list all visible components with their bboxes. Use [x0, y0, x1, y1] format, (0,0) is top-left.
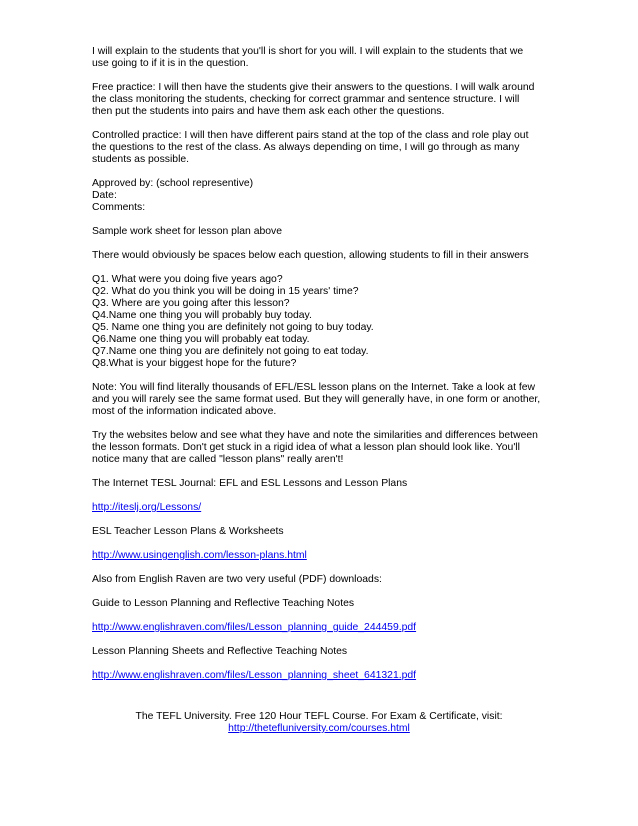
text-line: the questions to the rest of the class. As always depending on time, I will go through as many — [92, 142, 520, 153]
paragraph-worksheet-heading — [92, 226, 546, 238]
text-line: Approved by: (school representive) — [92, 178, 254, 189]
text-line: use going to if it is in the question. — [92, 58, 249, 69]
download-link — [92, 670, 546, 682]
text-line: Sample work sheet for lesson plan above — [92, 226, 283, 237]
download-link-planning-sheet[interactable]: http://www.englishraven.com/files/Lesson_planning_sheet_641321.pdf — [92, 670, 417, 681]
text-line: most of the information indicated above. — [92, 406, 277, 417]
text-line: There would obviously be spaces below each question, allowing students to fill in their answers — [92, 250, 529, 261]
footer-link[interactable]: http://thetefluniversity.com/courses.html — [228, 723, 410, 734]
question-item: Q5. Name one thing you are definitely not going to buy today. — [92, 322, 374, 333]
download-link-planning-guide[interactable]: http://www.englishraven.com/files/Lesson_planning_guide_244459.pdf — [92, 622, 417, 633]
resource-link-iteslj[interactable]: http://iteslj.org/Lessons/ — [92, 502, 202, 513]
downloads-intro: Also from English Raven are two very useful (PDF) downloads: — [92, 574, 382, 585]
text-line: then put the students into pairs and have them ask each other the questions. — [92, 106, 445, 117]
text-line: Comments: — [92, 202, 146, 213]
text-line: Controlled practice: I will then have different pairs stand at the top of the class and role play out — [92, 130, 529, 141]
page-footer — [92, 711, 546, 735]
text-line: Free practice: I will then have the students give their answers to the questions. I will walk around — [92, 82, 535, 93]
question-item: Q2. What do you think you will be doing in 15 years' time? — [92, 286, 359, 297]
download-title: Lesson Planning Sheets and Reflective Teaching Notes — [92, 646, 348, 657]
resource-link-usingenglish[interactable]: http://www.usingenglish.com/lesson-plans.html — [92, 550, 307, 561]
resource-title: The Internet TESL Journal: EFL and ESL Lessons and Lesson Plans — [92, 478, 408, 489]
footer-text: The TEFL University. Free 120 Hour TEFL Course. For Exam & Certificate, visit: — [135, 711, 503, 722]
question-list — [92, 274, 546, 370]
paragraph-free-practice — [92, 82, 546, 118]
resource-title: ESL Teacher Lesson Plans & Worksheets — [92, 526, 284, 537]
text-line: the class monitoring the students, checking for correct grammar and sentence structure. I will — [92, 94, 520, 105]
paragraph-note — [92, 382, 546, 418]
text-line: Try the websites below and see what they have and note the similarities and differences between — [92, 430, 538, 441]
text-line: I will explain to the students that you'll is short for you will. I will explain to the students that we — [92, 46, 524, 57]
text-line: and you will rarely see the same format used. But they will generally have, in one form or another, — [92, 394, 541, 405]
download-title: Guide to Lesson Planning and Reflective Teaching Notes — [92, 598, 355, 609]
question-item: Q4.Name one thing you will probably buy today. — [92, 310, 312, 321]
document-body — [92, 46, 546, 694]
question-item: Q7.Name one thing you are definitely not going to eat today. — [92, 346, 369, 357]
paragraph-try-websites — [92, 430, 546, 466]
text-line: the lesson formats. Don't get stuck in a rigid idea of what a lesson plan should look like. You'll — [92, 442, 520, 453]
text-line: Note: You will find literally thousands of EFL/ESL lesson plans on the Internet. Take a look at few — [92, 382, 536, 393]
text-line: students as possible. — [92, 154, 190, 165]
paragraph-controlled-practice — [92, 130, 546, 166]
question-item: Q6.Name one thing you will probably eat today. — [92, 334, 310, 345]
paragraph-approval — [92, 178, 546, 214]
resource-link — [92, 550, 546, 562]
resource-link — [92, 502, 546, 514]
text-line: notice many that are called "lesson plans" really aren't! — [92, 454, 344, 465]
question-item: Q8.What is your biggest hope for the future? — [92, 358, 297, 369]
question-item: Q1. What were you doing five years ago? — [92, 274, 283, 285]
question-item: Q3. Where are you going after this lesson? — [92, 298, 290, 309]
text-line: Date: — [92, 190, 117, 201]
paragraph-explanation — [92, 46, 546, 70]
paragraph-worksheet-note — [92, 250, 546, 262]
download-link — [92, 622, 546, 634]
